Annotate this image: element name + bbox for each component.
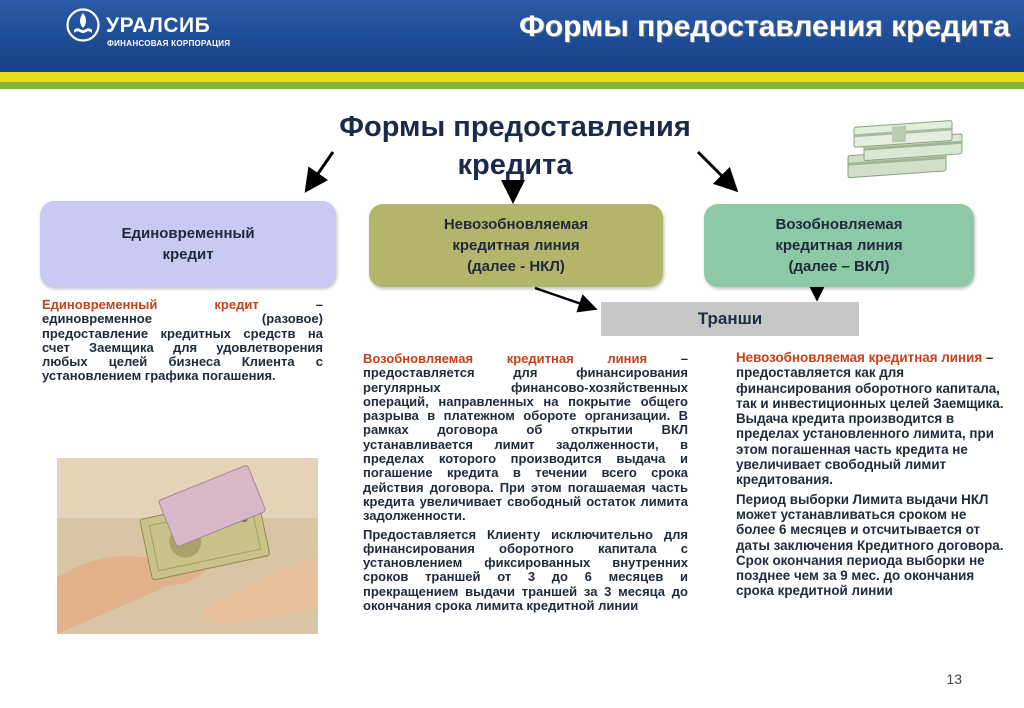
hands-money-photo bbox=[57, 458, 318, 634]
page-number: 13 bbox=[946, 671, 962, 687]
vkl-description bbox=[363, 352, 688, 617]
vkl-term: Возобновляемая кредитная линия bbox=[363, 351, 648, 366]
vkl-definition: – предоставляется для финансирования регулярных финансово-хозяйственных операций, направленных на покрытие общего разрыва в платежном обороте организации. В рамках договора об открытии ВКЛ устанавливается лимит задолженности, в пределах которого производится выдача и погашение кредита в течении всего срока действия договора. При этом погашаемая часть кредита увеличивает свободный остаток лимита задолженности. bbox=[363, 351, 689, 524]
box-nkl-line3: (далее - НКЛ) bbox=[467, 258, 565, 275]
box-lump-line1: Единовременный bbox=[121, 225, 255, 242]
lump-sum-term: Единовременный кредит bbox=[42, 297, 259, 312]
nkl-credit-line-box bbox=[369, 204, 663, 287]
arrow-to-vkl bbox=[698, 152, 734, 188]
lump-sum-description bbox=[42, 298, 323, 388]
money-stack-image bbox=[844, 118, 966, 184]
diagram-title-line2: кредита bbox=[457, 149, 573, 181]
box-vkl-line1: Возобновляемая bbox=[775, 216, 903, 233]
nkl-description bbox=[736, 350, 1004, 603]
box-vkl-line2: кредитная линия bbox=[775, 237, 903, 254]
nkl-term: Невозобновляемая кредитная линия bbox=[736, 350, 983, 365]
nkl-paragraph-2: Период выборки Лимита выдачи НКЛ может устанавливаться сроком не более 6 месяцев и отсчитывается от даты заключения Кредитного договора. Срок окончания периода выборки не позднее чем за 9 мес. до окончания срока кредитной линии bbox=[736, 491, 1004, 599]
arrow-to-lump bbox=[308, 152, 333, 188]
tranches-box: Транши bbox=[601, 302, 859, 336]
slide-header-title: Формы предоставления кредита bbox=[519, 10, 1010, 43]
arrow-nkl-to-tranche bbox=[535, 288, 593, 308]
logo-subtitle: ФИНАНСОВАЯ КОРПОРАЦИЯ bbox=[107, 39, 231, 48]
vkl-paragraph-2: Предоставляется Клиенту исключительно для финансирования оборотного капитала с установлением фиксированных внутренних сроков траншей от 3 до 6 месяцев и прекращением выдачи траншей за 3 месяца до окончания срока лимита кредитной линии bbox=[363, 526, 688, 614]
lump-sum-credit-box bbox=[40, 201, 336, 287]
box-nkl-line1: Невозобновляемая bbox=[443, 216, 589, 233]
nkl-definition: – предоставляется как для финансирования оборотного капитала, так и инвестиционных целей Заемщика. Выдача кредита производится в пределах установленного лимита, при этом погашенная часть кредита не увеличивает свободный лимит кредитования. bbox=[736, 350, 1004, 488]
logo-wordmark: УРАЛСИБ bbox=[106, 14, 211, 37]
box-nkl-line2: кредитная линия bbox=[452, 237, 580, 254]
box-lump-line2: кредит bbox=[162, 246, 214, 263]
vkl-credit-line-box bbox=[704, 204, 974, 287]
box-vkl-line3: (далее – ВКЛ) bbox=[788, 258, 890, 275]
diagram-title-line1: Формы предоставления bbox=[339, 111, 691, 143]
lump-sum-definition: – единовременное (разовое) предоставление кредитных средств на счет Заемщика для удовлетворения любых целей бизнеса Клиента с установлением графика погашения. bbox=[42, 297, 323, 384]
